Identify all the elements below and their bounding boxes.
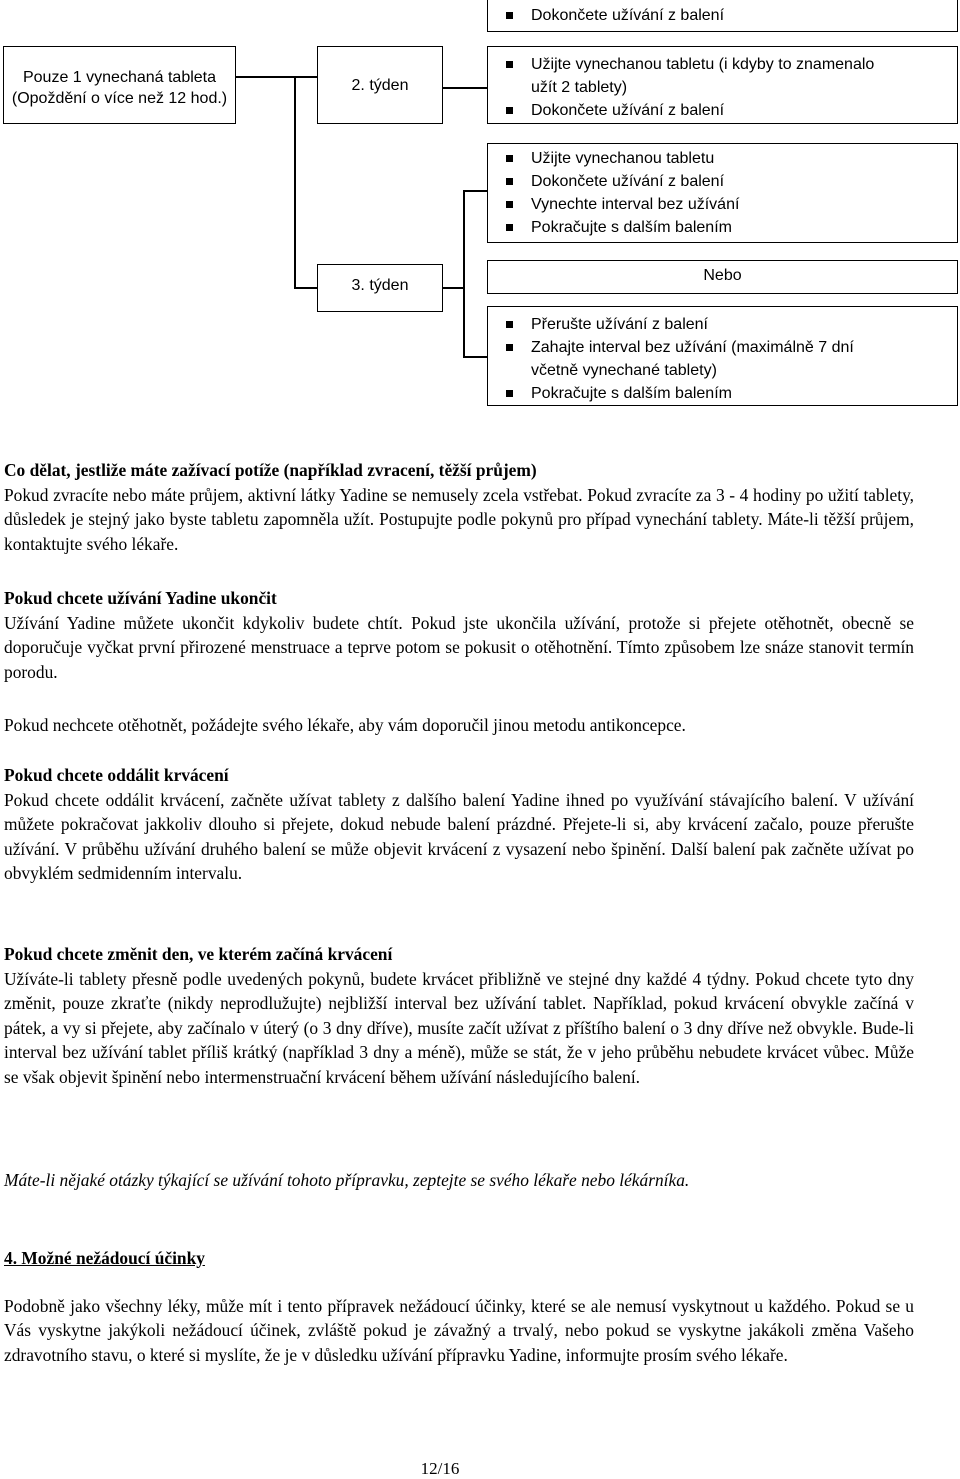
section-heading: Pokud chcete užívání Yadine ukončit [4,588,277,608]
list-item: Dokončete užívání z balení [488,99,957,122]
or-label: Nebo [703,267,742,284]
section-heading: Pokud chcete změnit den, ve kterém začíná krvácení [4,944,393,964]
section-delay [4,763,914,886]
section-body: Užíváte-li tablety přesně podle uvedených pokynů, budete krvácet přibližně ve stejné dny každé 4 týdny. Pokud chcete tyto dny změnit, pouze zkraťte (nikdy neprodlužujte) nejbližší interval bez užívání tablet. Například, pokud krvácení obvykle začíná v pátek, a vy si přejete, aby začínalo v úterý (o 3 dny dříve), musíte začít užívat z příštího balení o 3 dny dříve než obvykle. Bude-li interval bez užívání tablet příliš krátký (například 3 dny a méně), může se stát, že v jeho průběhu nebudete krvácet vůbec. Může se však objevit špinění nebo intermenstruační krvácení během užívání následujícího balení. [4,968,914,1087]
list-item: Užijte vynechanou tabletu [488,147,957,170]
connector-line [235,76,295,78]
section-stop [4,586,914,684]
top-instruction-box [487,0,958,32]
section-vomiting [4,458,914,556]
section-body: Pokud chcete oddálit krvácení, začněte užívat tablety z dalšího balení Yadine ihned po využívání stávajícího balení. V užívání můžete pokračovat jakkoliv dlouho si přejete, dokud nebude balení prázdné. Přejete-li si, aby krvácení začalo, pouze přerušte užívání. V průběhu užívání druhého balení se může objevit krvácení z vysazení nebo špinění. Další balení pak začněte užívat po obvyklém sedmidenním intervalu. [4,789,914,884]
connector-line [463,190,487,192]
week-2-instructions [487,46,958,124]
list-item: Užijte vynechanou tabletu (i kdyby to znamenalo užít 2 tablety) [488,53,957,99]
section-body: Podobně jako všechny léky, může mít i tento přípravek nežádoucí účinky, které se ale nemusí vyskytnout u každého. Pokud se u Vás vyskytne jakýkoli nežádoucí účinek, zvláště pokud je závažný a trvalý, nebo pokud se vyskytne jakákoli změna Vašeho zdravotního stavu, o které si myslíte, že je v důsledku užívání přípravku Yadine, informujte prosím svého lékaře. [4,1295,914,1365]
list-item: Přerušte užívání z balení [488,313,957,336]
page-number: 12/16 [420,1459,460,1478]
missed-tablet-box [3,46,236,124]
list-item: Zahajte interval bez užívání (maximálně 7 dní včetně vynechané tablety) [488,336,957,382]
week-3-option-a [487,143,958,243]
section-side-effects [4,1246,914,1367]
section-heading: Pokud chcete oddálit krvácení [4,765,229,785]
section-stop-note [4,713,914,738]
connector-line [294,76,296,288]
section-heading: Co dělat, jestliže máte zažívací potíže (například zvracení, těžší průjem) [4,460,537,480]
week-2-box [317,46,443,124]
connector-line [442,287,464,289]
section-body: Pokud nechcete otěhotnět, požádejte svého lékaře, aby vám doporučil jinou metodu antikoncepce. [4,715,686,735]
list-item: Vynechte interval bez užívání [488,193,957,216]
connector-line [442,87,487,89]
questions-note: Máte-li nějaké otázky týkající se užívání tohoto přípravku, zeptejte se svého lékaře nebo lékárníka. [4,1170,690,1190]
week-2-label: 2. týden [351,77,409,94]
week-3-option-b [487,306,958,406]
section-change-day [4,942,914,1090]
missed-line: Pouze 1 vynechaná tableta [22,69,217,86]
section-body: Užívání Yadine můžete ukončit kdykoliv budete chtít. Pokud jste ukončila užívání, protože si přejete otěhotnět, obecně se doporučuje vyčkat první přirozené menstruace a teprve potom se pokusit o otěhotnění. Tímto způsobem lze snáze stanovit termín porodu. [4,612,914,682]
week-3-label: 3. týden [351,277,409,294]
missed-line: (Opoždění o více než 12 hod.) [11,90,228,107]
connector-line [294,76,317,78]
week-3-box [317,264,443,312]
list-item: Dokončete užívání z balení [488,4,957,27]
section-body: Pokud zvracíte nebo máte průjem, aktivní látky Yadine se nemusely zcela vstřebat. Pokud zvracíte za 3 - 4 hodiny po užití tablety, důsledek je stejný jako byste tabletu zapomněla užít. Postupujte podle pokynů pro případ vynechání tablety. Máte-li těžší průjem, kontaktujte svého lékaře. [4,484,914,554]
or-box [487,260,958,294]
section-heading: 4. Možné nežádoucí účinky [4,1248,205,1268]
connector-line [463,190,465,357]
connector-line [294,287,317,289]
list-item: Dokončete užívání z balení [488,170,957,193]
list-item: Pokračujte s dalším balením [488,382,957,405]
list-item: Pokračujte s dalším balením [488,216,957,239]
connector-line [463,356,487,358]
